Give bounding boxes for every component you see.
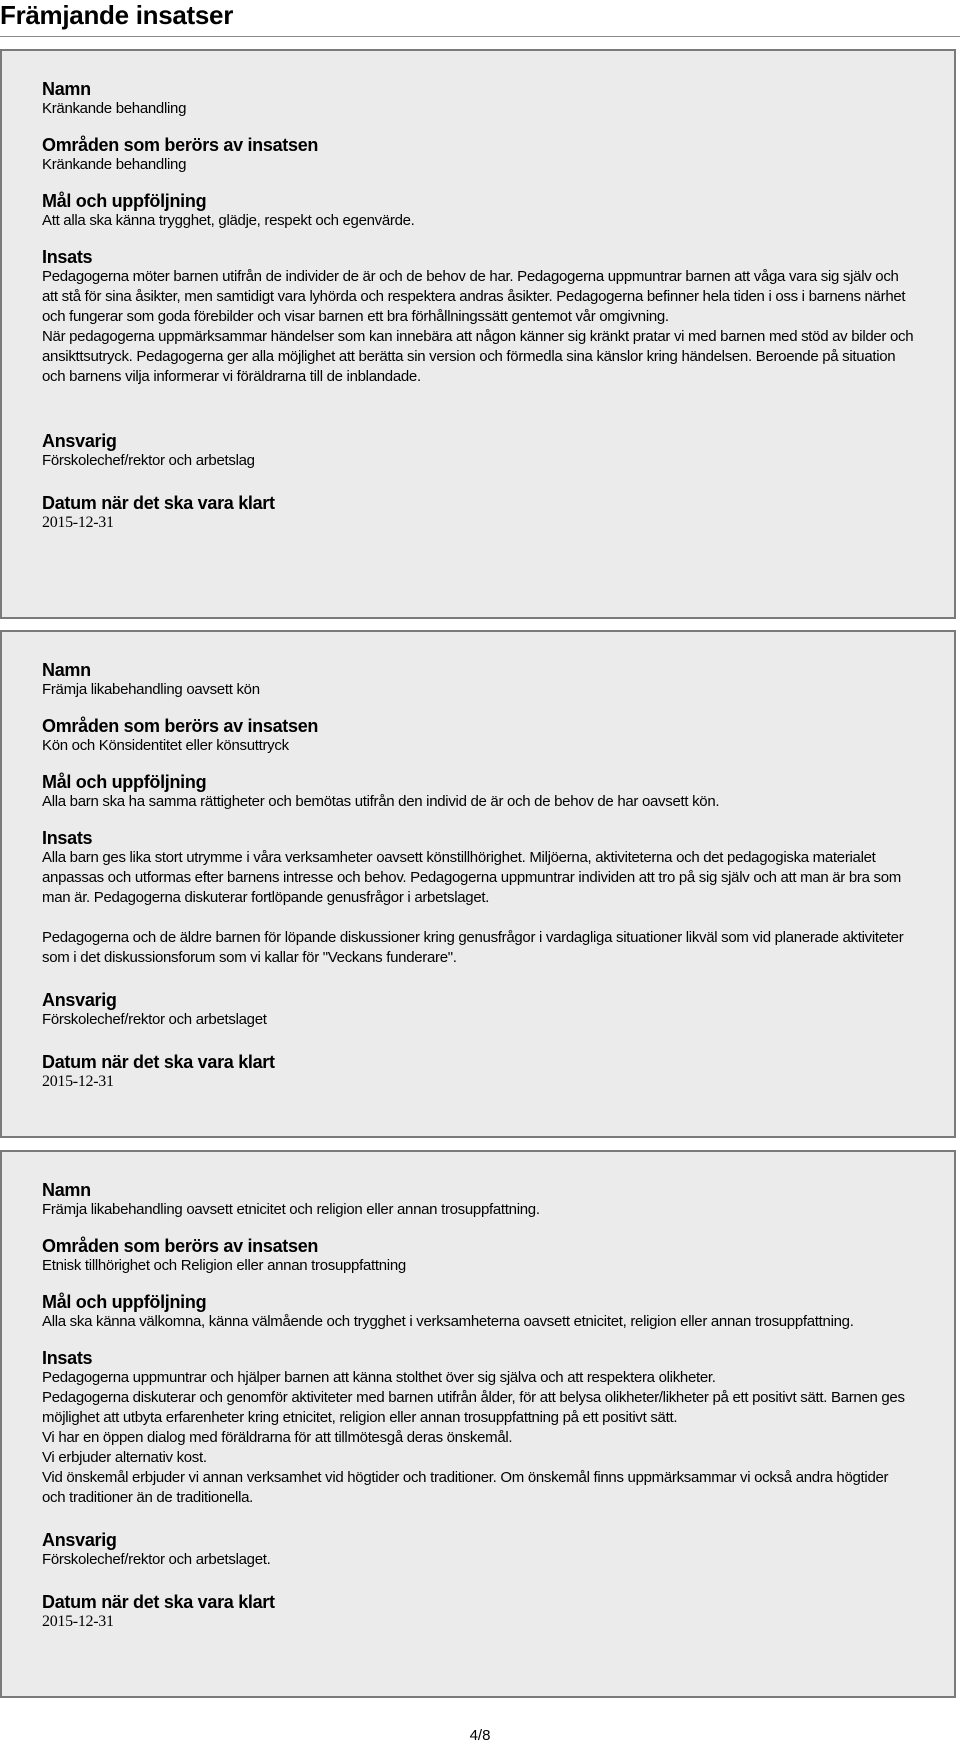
responsible-label: Ansvarig — [42, 990, 117, 1010]
action-label: Insats — [42, 828, 93, 848]
deadline-label: Datum när det ska vara klart — [42, 1052, 275, 1072]
name-value: Främja likabehandling oavsett etnicitet och religion eller annan trosuppfattning. — [42, 1201, 540, 1218]
deadline-label: Datum när det ska vara klart — [42, 493, 275, 513]
deadline-value: 2015-12-31 — [42, 1613, 114, 1630]
action-label: Insats — [42, 247, 93, 267]
responsible-value: Förskolechef/rektor och arbetslag — [42, 452, 255, 469]
action-value-continued: Pedagogerna och de äldre barnen för löpande diskussioner kring genusfrågor i vardagliga situationer likväl som vid planerade aktiviteter som i det diskussionsforum som vi kallar för "Veckans funderare". — [42, 929, 904, 966]
action-value: Pedagogerna uppmuntrar och hjälper barnen att känna stolthet över sig själva och att respektera olikheter. Pedagogerna diskuterar och genomför aktiviteter med barnen utifrån ålder, för att belysa olikheter/likheter på ett positivt sätt. Barnen ges möjlighet att utbyta erfarenheter kring etnicitet, religion eller annan trosuppfattning på ett positivt sätt. Vi har en öppen dialog med föräldrarna för att tillmötesgå deras önskemål. Vi erbjuder alternativ kost. Vid önskemål erbjuder vi annan verksamhet vid högtider och traditioner. Om önskemål finns uppmärksammar vi också andra högtider och traditioner än de traditionella. — [42, 1369, 905, 1506]
areas-value: Kränkande behandling — [42, 156, 187, 173]
goal-value: Alla barn ska ha samma rättigheter och bemötas utifrån den individ de är och de behov de har oavsett kön. — [42, 793, 720, 810]
responsible-label: Ansvarig — [42, 1530, 117, 1550]
goal-value: Alla ska känna välkomna, känna välmående och trygghet i verksamheterna oavsett etnicitet, religion eller annan trosuppfattning. — [42, 1313, 854, 1330]
action-value: Pedagogerna möter barnen utifrån de individer de är och de behov de har. Pedagogerna uppmuntrar barnen att våga vara sig själv och att stå för sina åsikter, men samtidigt vara lyhörda och respektera andras åsikter. Pedagogerna befinner hela tiden i oss i barnens närhet och fungerar som goda förebilder och visar barnen ett bra förhållningssätt gentemot vår omgivning. När pedagogerna uppmärksammar händelser som kan innebära att någon känner sig kränkt pratar vi med barnen med stöd av bilder och ansikttsutryck. Pedagogerna ger alla möjlighet att berätta sin version och förmedla sina känslor kring händelsen. Beroende på situation och barnens vilja informerar vi föräldrarna till de inblandade. — [42, 268, 914, 385]
action-value: Alla barn ges lika stort utrymme i våra verksamheter oavsett könstillhörighet. Miljöerna, aktiviteterna och det pedagogiska materialet anpassas och utformas efter barnens intresse och behov. Pedagogerna uppmuntrar individen att tro på sig själv och att man är bra som man är. Pedagogerna diskuterar fortlöpande genusfrågor i arbetslaget. — [42, 849, 901, 906]
areas-label: Områden som berörs av insatsen — [42, 716, 319, 736]
measure-card-2 — [0, 630, 956, 1138]
name-label: Namn — [42, 79, 91, 99]
responsible-value: Förskolechef/rektor och arbetslaget — [42, 1011, 267, 1028]
page-title: Främjande insatser — [0, 0, 234, 30]
measure-card-1 — [0, 49, 956, 619]
action-label: Insats — [42, 1348, 93, 1368]
deadline-value: 2015-12-31 — [42, 514, 114, 531]
page-number: 4/8 — [469, 1727, 491, 1744]
name-label: Namn — [42, 1180, 91, 1200]
goal-value: Att alla ska känna trygghet, glädje, respekt och egenvärde. — [42, 212, 415, 229]
name-value: Kränkande behandling — [42, 100, 187, 117]
title-divider — [0, 36, 960, 37]
areas-label: Områden som berörs av insatsen — [42, 1236, 319, 1256]
goal-label: Mål och uppföljning — [42, 1292, 207, 1312]
name-label: Namn — [42, 660, 91, 680]
deadline-value: 2015-12-31 — [42, 1073, 114, 1090]
deadline-label: Datum när det ska vara klart — [42, 1592, 275, 1612]
responsible-value: Förskolechef/rektor och arbetslaget. — [42, 1551, 271, 1568]
areas-value: Etnisk tillhörighet och Religion eller annan trosuppfattning — [42, 1257, 406, 1274]
areas-label: Områden som berörs av insatsen — [42, 135, 319, 155]
goal-label: Mål och uppföljning — [42, 772, 207, 792]
goal-label: Mål och uppföljning — [42, 191, 207, 211]
measure-card-3 — [0, 1150, 956, 1698]
areas-value: Kön och Könsidentitet eller könsuttryck — [42, 737, 289, 754]
name-value: Främja likabehandling oavsett kön — [42, 681, 260, 698]
responsible-label: Ansvarig — [42, 431, 117, 451]
